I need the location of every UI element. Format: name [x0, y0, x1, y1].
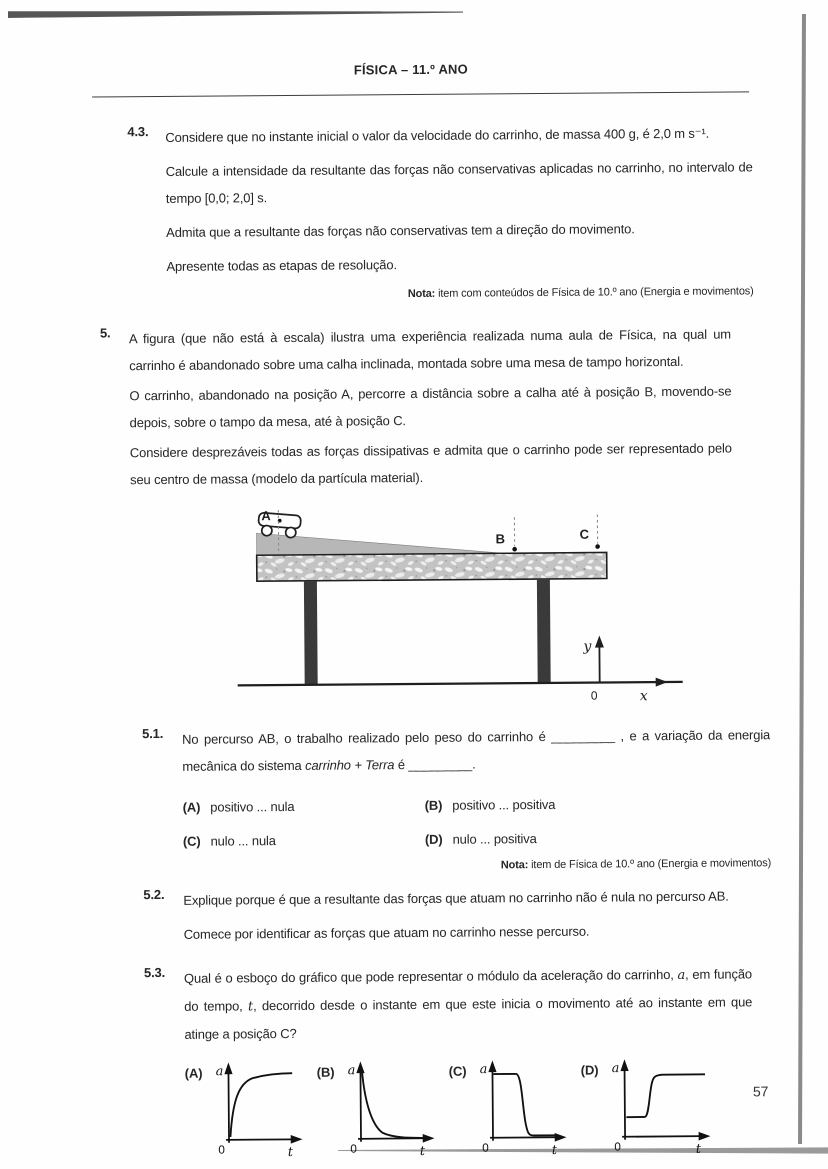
point-label-c: C [579, 526, 589, 542]
option-d [425, 823, 771, 853]
option-label: (D) [424, 831, 443, 847]
table-leg-right [537, 579, 551, 683]
header-rule [92, 91, 749, 98]
x-axis-label: x [639, 688, 648, 705]
graph-a-svg [215, 1057, 314, 1161]
origin-label: 0 [590, 688, 598, 703]
question-4-3 [127, 119, 753, 305]
floor-line [238, 682, 683, 685]
graph-option-b [317, 1056, 446, 1160]
question-body [183, 882, 784, 955]
page-content [0, 119, 828, 1162]
option-text: positivo ... nula [210, 798, 295, 815]
graph-y-label: a [479, 1062, 488, 1078]
point-c-dot [595, 544, 600, 549]
figure-svg [233, 504, 703, 712]
option-label: (C) [182, 833, 201, 849]
stem-text: , decorrido desde o instante em que este inicia o movimento até ao instante em que atinge a posição C? [184, 994, 753, 1042]
graph-origin-label: 0 [482, 1141, 489, 1155]
nota-label: Nota: [407, 287, 436, 301]
paragraph: Considere desprezáveis todas as forças dissipativas e admita que o carrinho pode ser representado pelo seu centro de massa (modelo da partícula material). [129, 440, 732, 488]
question-5 [100, 320, 761, 496]
option-b [425, 789, 771, 819]
graph-option-a [185, 1057, 314, 1161]
graph-y-label: a [611, 1061, 620, 1077]
page-number: 57 [752, 1083, 769, 1100]
option-c [183, 826, 425, 855]
graph-option-d [581, 1054, 722, 1158]
point-label-a: A [261, 508, 271, 524]
question-number: 5.2. [143, 886, 165, 903]
graph-label: (A) [184, 1065, 203, 1081]
paragraph: A figura (que não está à escala) ilustra uma experiência realizada numa aula de Física, na qual um carrinho é abandonado sobre uma calha inclinada, montada sobre uma mesa de tampo horizontal. [128, 326, 732, 374]
option-label: (B) [424, 797, 443, 813]
option-text: nulo ... nula [210, 833, 276, 849]
graph-x-label: t [695, 1141, 701, 1157]
graph-options-row [185, 1053, 754, 1160]
graph-y-label: a [347, 1063, 356, 1079]
variable-t: t [247, 999, 254, 1015]
paragraph: O carrinho, abandonado na posição A, percorre a distância sobre a calha até à posição B, movendo-se depois, sobre o tampo da mesa, até à posição C. [129, 383, 732, 431]
question-number: 5. [99, 325, 111, 341]
nota-line [183, 854, 771, 877]
nota-text: item com conteúdos de Física de 10.º ano (Energia e movimentos) [435, 285, 754, 300]
paragraph [184, 960, 753, 1047]
curve-step-down [493, 1074, 556, 1136]
graph-origin-label: 0 [218, 1143, 225, 1157]
stem-italic: carrinho + Terra [305, 757, 395, 773]
option-text: positivo ... positiva [452, 796, 556, 813]
nota-text: item de Física de 10.º ano (Energia e movimentos) [528, 857, 772, 872]
option-label: (A) [182, 799, 201, 815]
graph-label: (B) [316, 1064, 335, 1080]
paragraph [182, 721, 770, 780]
graph-x-label: t [287, 1145, 293, 1161]
page-title: FÍSICA – 11.º ANO [353, 61, 468, 78]
question-body [184, 960, 754, 1160]
graph-option-c [449, 1055, 578, 1159]
paragraph: Considere que no instante inicial o valor da velocidade do carrinho, de massa 400 g, é 2,0 m s⁻¹. [165, 125, 710, 145]
stem-text: Qual é o esboço do gráfico que pode representar o módulo da aceleração do carrinho, [183, 966, 678, 986]
curve-rise-saturate [230, 1073, 293, 1137]
graph-origin-label: 0 [350, 1142, 357, 1156]
point-b-dot [512, 547, 517, 552]
nota-line [167, 282, 754, 305]
table-top [257, 552, 607, 581]
y-axis-arrow [595, 636, 604, 648]
paragraph: Apresente todas as etapas de resolução. [166, 257, 397, 274]
y-axis-label: y [583, 638, 592, 655]
stem-text: é _________. [394, 756, 476, 773]
graph-x-label: t [551, 1142, 557, 1158]
table-leg-left [304, 581, 318, 685]
graph-d-svg [611, 1054, 722, 1158]
stem-text: , em função do tempo, [184, 966, 753, 1014]
point-label-b: B [495, 531, 505, 547]
graph-x-label: t [419, 1143, 425, 1160]
experiment-figure [233, 504, 705, 712]
question-number: 5.3. [143, 964, 166, 981]
nota-label: Nota: [500, 859, 529, 872]
question-body [165, 119, 753, 305]
paragraph: Comece por identificar as forças que atuam no carrinho nesse percurso. [183, 923, 590, 942]
question-5-1 [142, 721, 773, 877]
paragraph: Calcule a intensidade da resultante das forças não conservativas aplicadas no carrinho, no intervalo de tempo [0,0; 2,0] s. [165, 159, 753, 206]
question-number: 4.3. [127, 124, 149, 140]
graph-origin-label: 0 [614, 1140, 621, 1154]
variable-a: a [677, 967, 686, 983]
x-axis-arrow [656, 678, 668, 687]
question-number: 5.1. [142, 725, 164, 742]
option-text: nulo ... positiva [452, 831, 537, 847]
question-body [182, 721, 771, 877]
curve-step-up [626, 1074, 705, 1117]
paragraph: Explique porque é que a resultante das forças que atuam no carrinho não é nula no percurso AB. [183, 888, 729, 908]
graph-y-label: a [215, 1064, 224, 1080]
option-a [183, 792, 425, 821]
curve-decay [362, 1070, 425, 1139]
options-grid [183, 789, 771, 855]
graph-b-svg [347, 1056, 446, 1160]
question-body [129, 321, 732, 497]
stem-text: No percurso AB, o trabalho realizado pelo peso do carrinho é _________ , e a variação da energia mecânica do sistema [182, 727, 771, 774]
graph-c-svg [479, 1055, 578, 1159]
graph-label: (D) [580, 1062, 599, 1078]
graph-label: (C) [448, 1063, 467, 1079]
question-5-3 [144, 960, 786, 1161]
question-5-2 [143, 882, 784, 955]
paragraph: Admita que a resultante das forças não conservativas tem a direção do movimento. [166, 221, 635, 240]
